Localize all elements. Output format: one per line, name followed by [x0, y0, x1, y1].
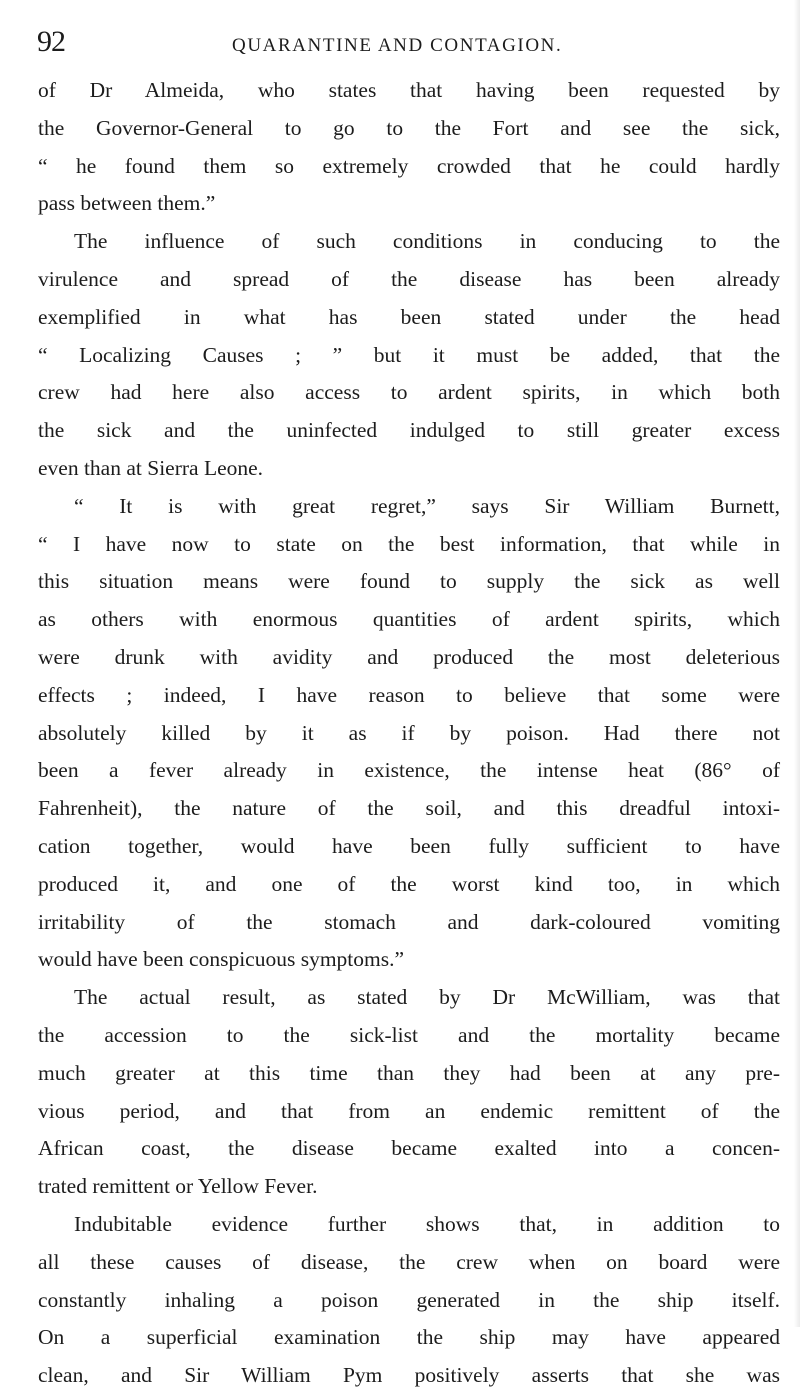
- text-line: clean, and Sir William Pym positively asserts that she was: [38, 1363, 780, 1388]
- text-line: irritability of the stomach and dark-coloured vomiting: [38, 909, 780, 934]
- body-text: [38, 72, 780, 1395]
- text-line: would have been conspicuous symptoms.”: [38, 947, 405, 972]
- text-line: pass between them.”: [38, 191, 216, 216]
- text-line: vious period, and that from an endemic remittent of the: [38, 1098, 780, 1123]
- page-number: 92: [37, 25, 65, 58]
- text-line: absolutely killed by it as if by poison. Had there not: [38, 720, 780, 745]
- text-line: the sick and the uninfected indulged to still greater excess: [38, 418, 780, 443]
- text-line: the Governor-General to go to the Fort and see the sick,: [38, 115, 780, 140]
- text-line: The influence of such conditions in conducing to the: [74, 229, 780, 254]
- text-line: this situation means were found to supply the sick as well: [38, 569, 780, 594]
- text-line: much greater at this time than they had been at any pre-: [38, 1060, 780, 1085]
- text-line: were drunk with avidity and produced the most deleterious: [38, 644, 780, 669]
- text-line: “ I have now to state on the best information, that while in: [38, 531, 780, 556]
- text-line: “ he found them so extremely crowded that he could hardly: [38, 153, 780, 178]
- text-line: virulence and spread of the disease has been already: [38, 266, 780, 291]
- text-line: produced it, and one of the worst kind too, in which: [38, 871, 780, 896]
- text-line: On a superficial examination the ship may have appeared: [38, 1325, 780, 1350]
- text-line: as others with enormous quantities of ardent spirits, which: [38, 607, 780, 632]
- running-title: QUARANTINE AND CONTAGION.: [232, 35, 563, 56]
- text-line: the accession to the sick-list and the mortality became: [38, 1022, 780, 1047]
- text-line: cation together, would have been fully sufficient to have: [38, 833, 780, 858]
- text-line: crew had here also access to ardent spirits, in which both: [38, 380, 780, 405]
- text-line: been a fever already in existence, the intense heat (86° of: [38, 758, 780, 783]
- text-line: “ It is with great regret,” says Sir William Burnett,: [74, 493, 780, 518]
- text-line: even than at Sierra Leone.: [38, 455, 264, 480]
- text-line: constantly inhaling a poison generated in the ship itself.: [38, 1287, 780, 1312]
- text-line: Fahrenheit), the nature of the soil, and this dreadful intoxi-: [38, 796, 780, 821]
- text-line: of Dr Almeida, who states that having been requested by: [38, 78, 780, 102]
- text-line: African coast, the disease became exalted into a concen-: [38, 1136, 780, 1161]
- text-line: Indubitable evidence further shows that, in addition to: [74, 1211, 780, 1236]
- text-line: “ Localizing Causes ; ” but it must be added, that the: [38, 342, 780, 367]
- text-line: The actual result, as stated by Dr McWilliam, was that: [74, 985, 780, 1010]
- text-line: all these causes of disease, the crew when on board were: [38, 1249, 780, 1274]
- text-line: exemplified in what has been stated under the head: [38, 304, 780, 329]
- page-edge-shadow: [794, 0, 800, 1327]
- text-line: trated remittent or Yellow Fever.: [38, 1174, 318, 1199]
- text-line: effects ; indeed, I have reason to believe that some were: [38, 682, 780, 707]
